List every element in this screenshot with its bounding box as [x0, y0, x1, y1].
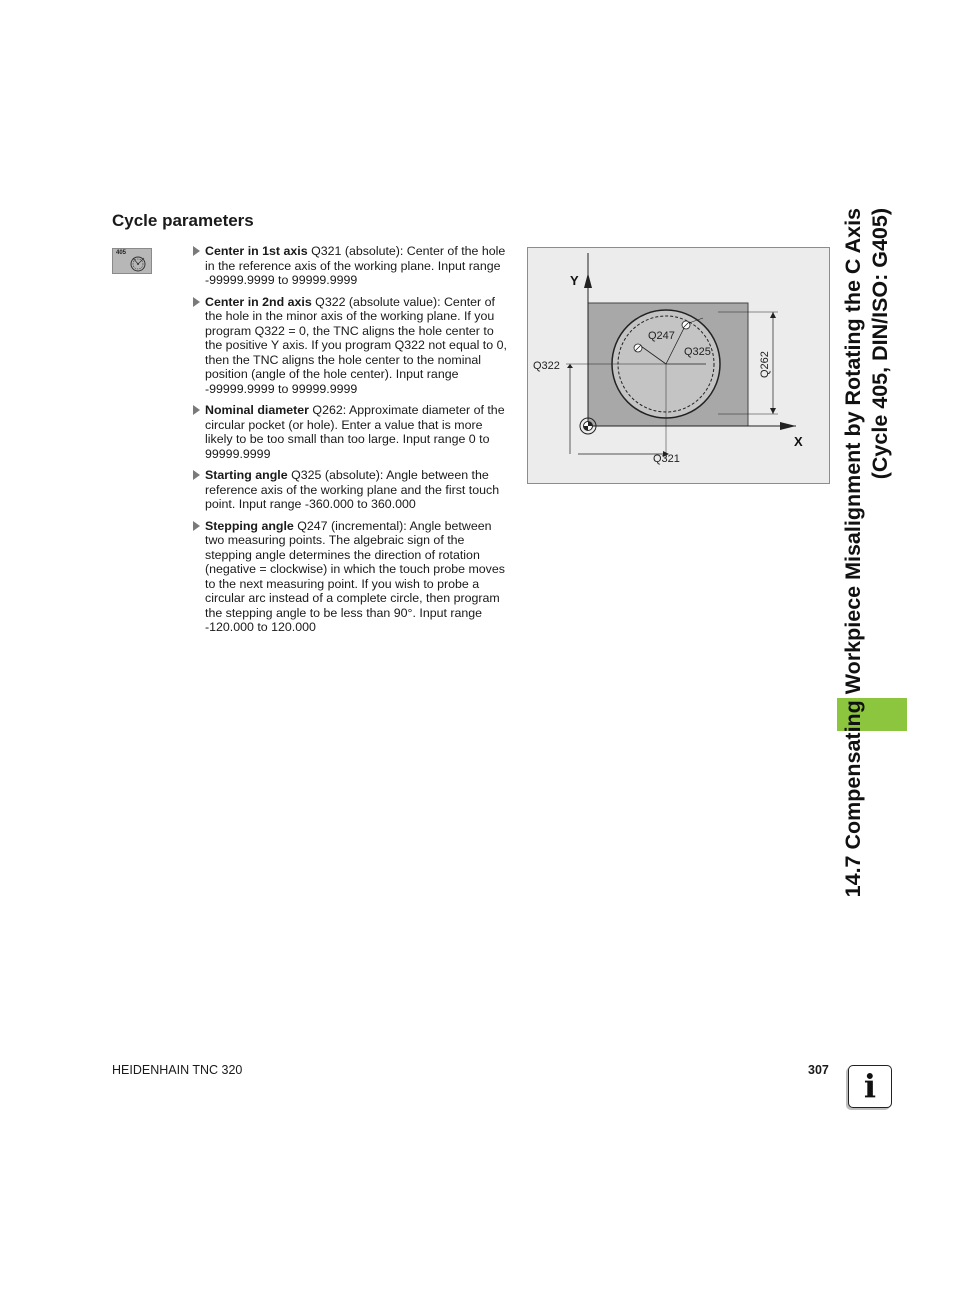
param-name: Starting angle	[205, 468, 288, 482]
param-starting-angle	[193, 468, 507, 512]
footer-product: HEIDENHAIN TNC 320	[112, 1063, 243, 1077]
param-nominal-diameter	[193, 403, 507, 461]
diagram-svg	[528, 248, 831, 485]
param-description: Q322 (absolute value): Center of the hole in the minor axis of the working plane. If you program Q322 = 0, the TNC aligns the hole center to the positive Y axis. If you program Q322 not equal to 0, then the TNC aligns the hole center to the nominal position (angle of the hole center). Input range -99999.9999 to 99999.9999	[205, 294, 507, 396]
param-center-2nd-axis	[193, 295, 507, 397]
page-number: 307	[808, 1063, 829, 1077]
chapter-side-title	[840, 208, 894, 948]
param-name: Stepping angle	[205, 518, 294, 533]
param-name: Center in 1st axis	[205, 244, 308, 258]
param-name: Nominal diameter	[205, 403, 309, 417]
info-glyph: i	[863, 1067, 877, 1105]
label-q321: Q321	[653, 453, 680, 465]
touch-probe-circle-icon	[127, 254, 149, 272]
cycle-405-icon	[112, 248, 152, 274]
bullet-triangle-icon	[193, 297, 200, 307]
side-title-line-2: (Cycle 405, DIN/ISO: G405)	[868, 208, 892, 480]
info-icon	[848, 1065, 892, 1108]
label-q325: Q325	[684, 346, 711, 358]
param-description: Q262: Approximate diameter of the circular pocket (or hole). Enter a value that is more likely to be too small than too large. Input range 0 to 99999.9999	[205, 403, 505, 461]
y-axis-arrow-icon	[584, 273, 592, 288]
param-description: Q247 (incremental): Angle between two measuring points. The algebraic sign of the stepping angle determines the direction of rotation (negative = clockwise) in which the touch probe moves to the next measuring point. If you wish to probe a circular arc instead of a complete circle, then program the stepping angle to be less than 90°. Input range -120.000 to 120.000	[205, 518, 505, 634]
param-stepping-angle	[193, 519, 507, 635]
param-name: Center in 2nd axis	[205, 294, 312, 309]
bullet-triangle-icon	[193, 470, 200, 480]
x-axis-label: X	[794, 434, 803, 449]
param-center-1st-axis	[193, 244, 507, 288]
cycle-diagram	[527, 247, 830, 484]
x-axis-arrow-icon	[780, 422, 796, 430]
label-q262: Q262	[759, 351, 771, 378]
section-title: Cycle parameters	[112, 211, 254, 230]
bullet-triangle-icon	[193, 405, 200, 415]
bullet-triangle-icon	[193, 521, 200, 531]
cycle-number: 405	[116, 250, 127, 256]
y-axis-label: Y	[570, 273, 579, 288]
bullet-triangle-icon	[193, 246, 200, 256]
label-q247: Q247	[648, 330, 675, 342]
side-title-line-1: 14.7 Compensating Workpiece Misalignment by Rotating the C Axis	[841, 208, 865, 898]
label-q322: Q322	[533, 360, 560, 372]
param-description: Q321 (absolute): Center of the hole in the reference axis of the working plane. Input range -99999.9999 to 99999.9999	[205, 244, 506, 287]
param-description: Q325 (absolute): Angle between the reference axis of the working plane and the first touch point. Input range -360.000 to 360.000	[205, 468, 500, 511]
parameter-list	[193, 244, 507, 642]
